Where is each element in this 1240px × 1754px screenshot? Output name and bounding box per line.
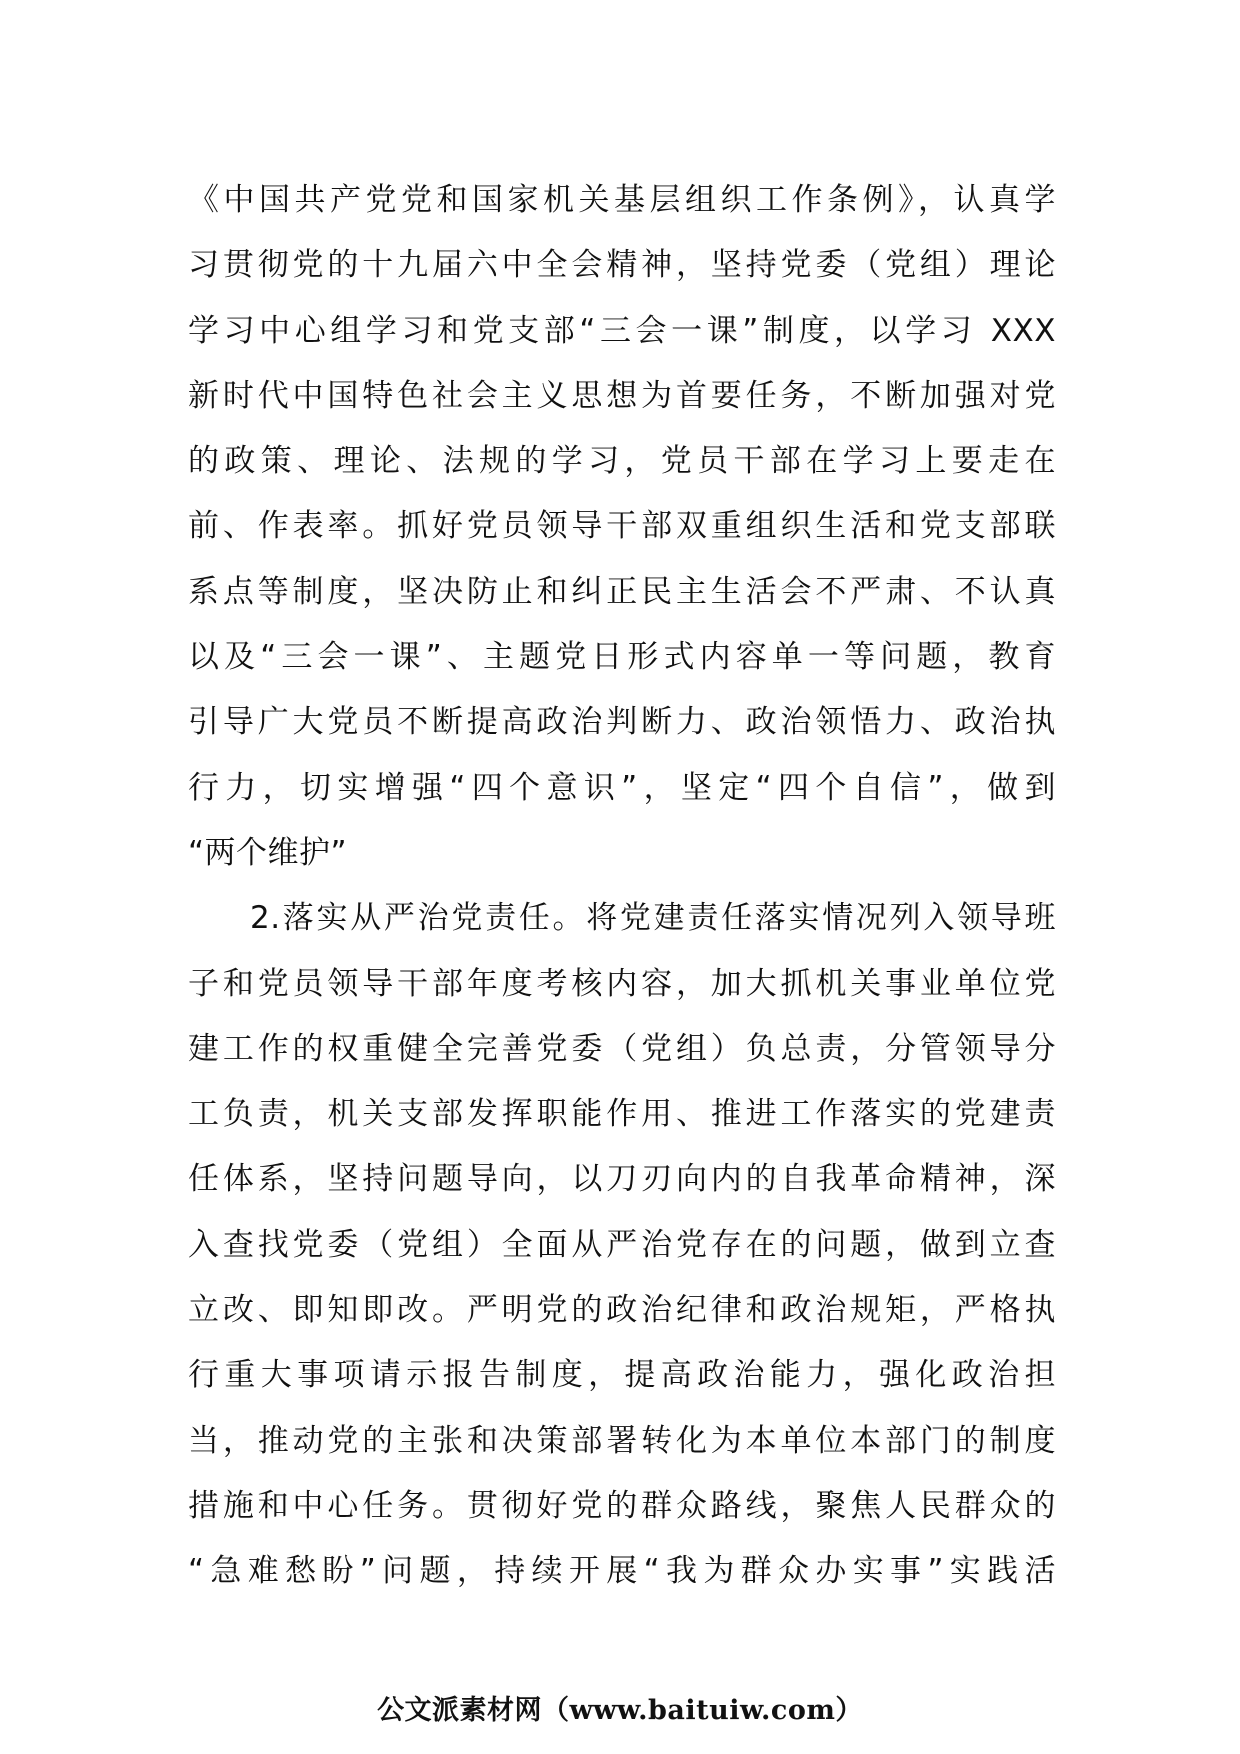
footer-watermark: 公文派素材网（www.baituiw.com） — [377, 1695, 863, 1726]
text-line: 建工作的权重健全完善党委（党组）负总责，分管领导分 — [188, 1030, 1056, 1067]
document-body — [188, 168, 1056, 1605]
text-line: 习贯彻党的十九届六中全会精神，坚持党委（党组）理论 — [188, 247, 1056, 284]
text-line: 系点等制度，坚决防止和纠正民主生活会不严肃、不认真 — [188, 573, 1056, 610]
text-line: 当，推动党的主张和决策部署转化为本单位本部门的制度 — [188, 1422, 1056, 1459]
text-line: 的政策、理论、法规的学习，党员干部在学习上要走在 — [188, 443, 1056, 480]
text-line: 入查找党委（党组）全面从严治党存在的问题，做到立查 — [188, 1226, 1056, 1263]
text-line: “两个维护” — [188, 834, 348, 871]
text-line: 任体系，坚持问题导向，以刀刃向内的自我革命精神，深 — [188, 1161, 1056, 1198]
text-line: 工负责，机关支部发挥职能作用、推进工作落实的党建责 — [188, 1096, 1056, 1133]
text-line: 以及“三会一课”、主题党日形式内容单一等问题，教育 — [188, 639, 1056, 676]
text-line: 引导广大党员不断提高政治判断力、政治领悟力、政治执 — [188, 704, 1056, 741]
text-line: 行重大事项请示报告制度，提高政治能力，强化政治担 — [188, 1357, 1056, 1394]
text-line: 行力，切实增强“四个意识”，坚定“四个自信”，做到 — [188, 769, 1056, 806]
text-line: 新时代中国特色社会主义思想为首要任务，不断加强对党 — [188, 377, 1056, 414]
text-line: 《中国共产党党和国家机关基层组织工作条例》，认真学 — [188, 182, 1056, 218]
text-line: 子和党员领导干部年度考核内容，加大抓机关事业单位党 — [188, 965, 1056, 1002]
text-line: 学习中心组学习和党支部“三会一课”制度，以学习 XXX — [188, 312, 1056, 349]
section-heading-line: 2.落实从严治党责任。将党建责任落实情况列入领导班 — [250, 900, 1056, 937]
text-line: 立改、即知即改。严明党的政治纪律和政治规矩，严格执 — [188, 1292, 1056, 1329]
text-line: 措施和中心任务。贯彻好党的群众路线，聚焦人民群众的 — [188, 1487, 1056, 1524]
text-line: “急难愁盼”问题，持续开展“我为群众办实事”实践活 — [188, 1553, 1056, 1590]
text-line: 前、作表率。抓好党员领导干部双重组织生活和党支部联 — [188, 508, 1056, 545]
